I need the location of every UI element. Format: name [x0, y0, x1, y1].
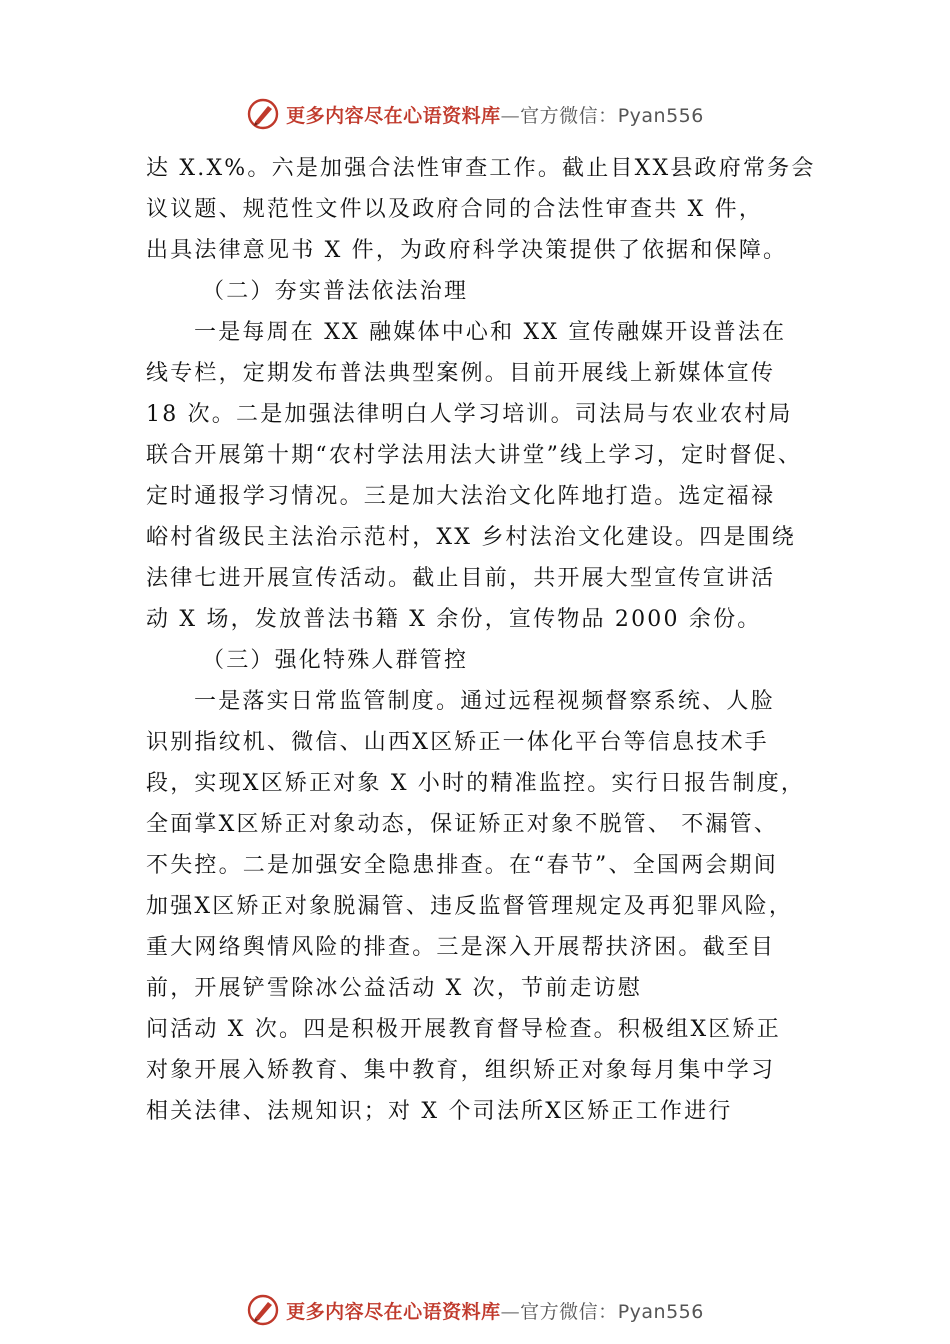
watermark-main: 更多内容尽在心语资料库 — [286, 104, 501, 127]
watermark-wechat-label: 官方微信 — [520, 104, 599, 127]
paragraph-line: 相关法律、法规知识；对 X 个司法所X区矫正工作进行 — [146, 1099, 733, 1124]
pen-seal-icon — [246, 1293, 280, 1327]
paragraph-line: 加强X区矫正对象脱漏管、违反监督管理规定及再犯罪风险， — [146, 894, 794, 919]
paragraph-line: 出具法律意见书 X 件，为政府科学决策提供了依据和保障。 — [146, 238, 788, 263]
paragraph-line: 达 X.X%。六是加强合法性审查工作。截止目XX县政府常务会 — [146, 156, 816, 181]
paragraph-line: 联合开展第十期“农村学法用法大讲堂”线上学习，定时督促、 — [146, 443, 803, 468]
paragraph-line: 对象开展入矫教育、集中教育，组织矫正对象每月集中学习 — [146, 1058, 776, 1083]
paragraph-line: 峪村省级民主法治示范村，XX 乡村法治文化建设。四是围绕 — [146, 525, 796, 550]
paragraph-line: 一是每周在 XX 融媒体中心和 XX 宣传融媒开设普法在 — [194, 320, 787, 345]
watermark-text — [286, 1297, 704, 1324]
paragraph-line: 重大网络舆情风险的排查。三是深入开展帮扶济困。截至目 — [146, 935, 776, 960]
section-heading: （二）夯实普法依法治理 — [202, 279, 469, 304]
paragraph-line: 不失控。二是加强安全隐患排查。在“春节”、全国两会期间 — [146, 853, 778, 878]
watermark-main: 更多内容尽在心语资料库 — [286, 1300, 501, 1323]
paragraph-line: 一是落实日常监管制度。通过远程视频督察系统、人脸 — [194, 689, 775, 714]
watermark-banner-bottom — [0, 1290, 950, 1330]
paragraph-line: 线专栏，定期发布普法典型案例。目前开展线上新媒体宣传 — [146, 361, 776, 386]
watermark-wechat-id: Pyan556 — [617, 1300, 704, 1323]
watermark-banner-top — [0, 94, 950, 134]
paragraph-line: 动 X 场，发放普法书籍 X 余份，宣传物品 2000 余份。 — [146, 607, 762, 632]
watermark-dash: — — [500, 1300, 521, 1323]
watermark-wechat-id: Pyan556 — [617, 104, 704, 127]
paragraph-line: 议议题、规范性文件以及政府合同的合法性审查共 X 件， — [146, 197, 764, 222]
paragraph-line: 全面掌X区矫正对象动态，保证矫正对象不脱管、 不漏管、 — [146, 812, 779, 837]
paragraph-line: 18 次。二是加强法律明白人学习培训。司法局与农业农村局 — [146, 402, 793, 427]
watermark-dash: — — [500, 104, 521, 127]
paragraph-line: 识别指纹机、微信、山西X区矫正一体化平台等信息技术手 — [146, 730, 769, 755]
watermark-colon: ： — [598, 1300, 618, 1323]
paragraph-line: 问活动 X 次。四是积极开展教育督导检查。积极组X区矫正 — [146, 1017, 781, 1042]
paragraph-line: 段，实现X区矫正对象 X 小时的精准监控。实行日报告制度， — [146, 771, 806, 796]
paragraph-line: 定时通报学习情况。三是加大法治文化阵地打造。选定福禄 — [146, 484, 776, 509]
watermark-text — [286, 101, 704, 128]
pen-seal-icon — [246, 97, 280, 131]
watermark-wechat-label: 官方微信 — [520, 1300, 599, 1323]
section-heading: （三）强化特殊人群管控 — [202, 648, 469, 673]
document-body — [146, 148, 826, 1132]
watermark-colon: ： — [598, 104, 618, 127]
paragraph-line: 法律七进开展宣传活动。截止目前，共开展大型宣传宣讲活 — [146, 566, 776, 591]
paragraph-line: 前，开展铲雪除冰公益活动 X 次，节前走访慰 — [146, 976, 643, 1001]
